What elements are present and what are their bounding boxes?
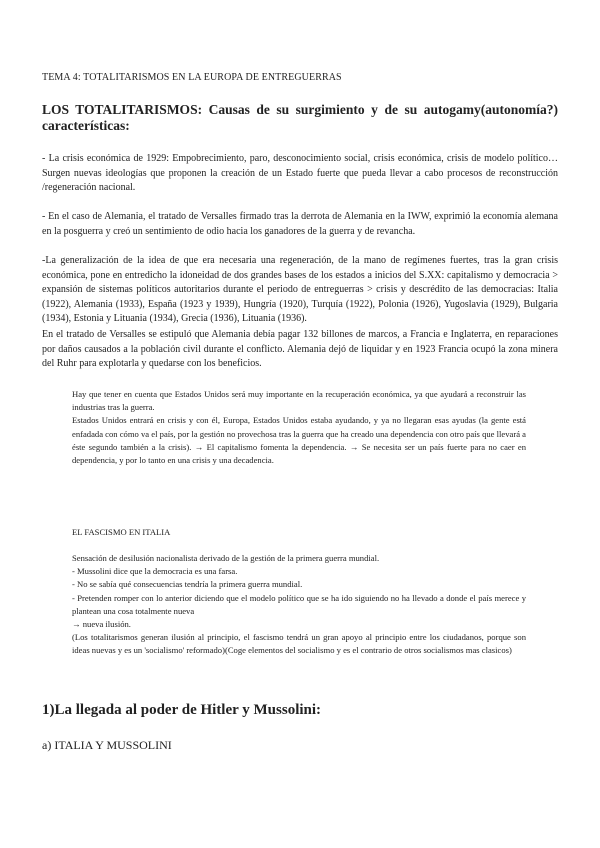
topic-title: TEMA 4: TOTALITARISMOS EN LA EUROPA DE ENTREGUERRAS	[42, 72, 342, 83]
fascismo-notes	[72, 552, 526, 658]
subsection-heading: 1)La llegada al poder de Hitler y Mussolini:	[42, 702, 322, 718]
fascismo-line: → nueva ilusión.	[72, 619, 131, 630]
paragraph-reparaciones: En el tratado de Versalles se estipuló que Alemania debía pagar 132 billones de marcos, a Francia e Inglaterra, en reparaciones por daños causados a la población civil durante el conflicto. Alemania dejó de liquidar y en 1923 Francia ocupó la zona minera del Ruhr para explotarla y quedarse con los beneficios.	[42, 329, 558, 370]
fascismo-line: - Mussolini dice que la democracia es una farsa.	[72, 566, 238, 577]
paragraph-crisis-1929: - La crisis económica de 1929: Empobrecimiento, paro, desconocimiento social, crisis económica, crisis de modelo político… Surgen nuevas ideologías que proponen la creación de un Estado fuerte que pueda llevar a cabo procesos de reconstrucción /regeneración nacional.	[42, 153, 558, 194]
fascismo-line: (Los totalitarismos generan ilusión al principio, el fascismo tendrá un gran apoyo al principio entre los ciudadanos, porque son ideas nuevas y es un 'socialismo' reformado)(Coge elementos del socialismo y es el contrario de otros socialismos mas clasicos)	[72, 632, 526, 656]
fascismo-line: Sensación de desilusión nacionalista derivado de la gestión de la primera guerra mundial.	[72, 553, 380, 563]
note-estados-unidos: Hay que tener en cuenta que Estados Unidos será muy importante en la recuperación económica, ya que ayudará a reconstruir las industrias tras la guerra.	[72, 389, 526, 413]
notes-block	[72, 388, 526, 467]
note-crisis-dependencia: Estados Unidos entrará en crisis y con él, Europa, Estados Unidos estaba ayudando, y ya no llegaran esas ayudas (la gente está enfadada con cómo va el país, por la gestión no provechosa tras la guerra que ha creado una dependencia con otro país que llevará a éste segundo también a la crisis). → El capitalismo fomenta la dependencia. → Se necesita ser un país fuerte para no caer en dependencia, y por lo tanto en una crisis y una decadencia.	[72, 415, 526, 466]
fascismo-line: - No se sabía qué consecuencias tendría la primera guerra mundial.	[72, 579, 303, 590]
subsection-subheading: a) ITALIA Y MUSSOLINI	[42, 738, 172, 752]
fascismo-title: EL FASCISMO EN ITALIA	[72, 527, 171, 537]
paragraph-versalles: - En el caso de Alemania, el tratado de Versalles firmado tras la derrota de Alemania en la IWW, exprimió la economía alemana en la posguerra y creó un sentimiento de odio hacia los ganadores de la guerra y de revancha.	[42, 211, 558, 237]
section-heading: LOS TOTALITARISMOS: Causas de su surgimiento y de su autogamy(autonomía?) características:	[42, 102, 558, 133]
paragraph-regeneracion: -La generalización de la idea de que era necesaria una regeneración, de la mano de regímenes fuertes, tras la gran crisis económica, pone en entredicho la idoneidad de dos grandes bases de los estados a inicios del S.XX: capitalismo y democracia > expansión de sistemas políticos autoritarios durante el periodo de entreguerras > crisis y descrédito de las democracias: Italia (1922), Alemania (1933), España (1923 y 1939), Hungría (1920), Turquía (1922), Polonia (1926), Yugoslavia (1929), Bulgaria (1934), Estonia y Lituania (1934), Grecia (1936), Lituania (1936).	[42, 255, 558, 325]
fascismo-line: - Pretenden romper con lo anterior diciendo que el modelo político que se ha ido siguiendo no ha llevado a donde el país merece y plantean una cosa totalmente nueva	[72, 592, 526, 616]
